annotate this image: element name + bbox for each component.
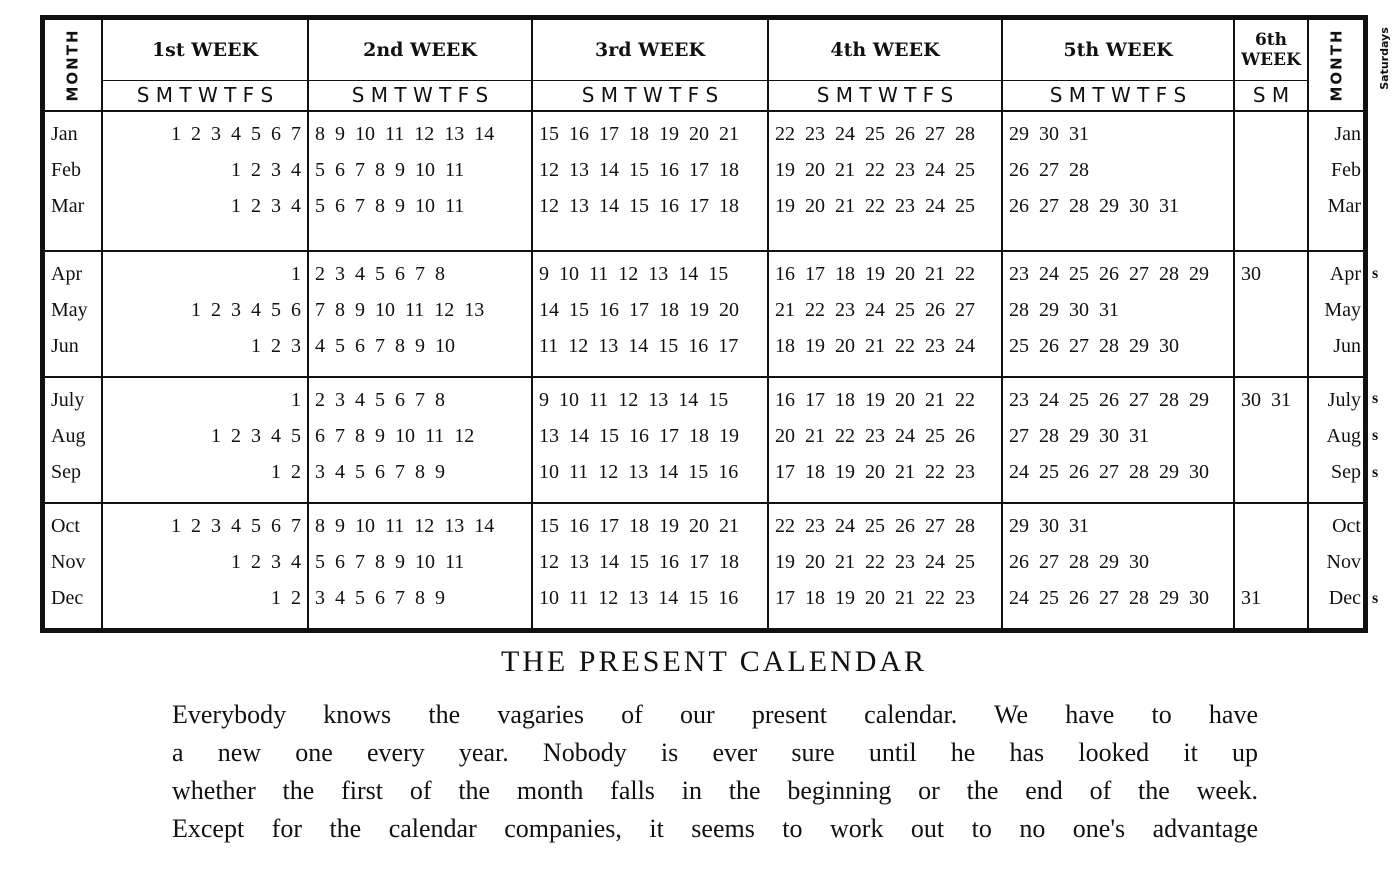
day-letters-week-2: S M T W T F S — [351, 83, 489, 107]
week-cell: 12 13 14 15 16 17 18 — [539, 195, 739, 217]
divider — [45, 376, 1363, 378]
calendar-table — [40, 15, 1368, 633]
week-cell: 19 20 21 22 23 24 25 — [775, 159, 975, 181]
week-cell: 4 5 6 7 8 9 10 — [315, 335, 455, 357]
week-cell: 13 14 15 16 17 18 19 — [539, 425, 739, 447]
paragraph-line: whether the first of the month falls in the beginning or the end of the week. — [172, 776, 1258, 805]
day-letters-week-3: S M T W T F S — [581, 83, 719, 107]
month-label-right: Jun — [1333, 335, 1361, 357]
week-cell: 1 2 3 4 5 6 7 — [171, 515, 301, 537]
week-cell: 23 24 25 26 27 28 29 — [1009, 263, 1209, 285]
week-cell: 21 22 23 24 25 26 27 — [775, 299, 975, 321]
week-cell: 23 24 25 26 27 28 29 — [1009, 389, 1209, 411]
week-cell: 11 12 13 14 15 16 17 — [539, 335, 739, 357]
week-cell: 31 — [1241, 587, 1261, 609]
month-label: Aug — [51, 425, 86, 447]
divider — [45, 502, 1363, 504]
week-cell: 25 26 27 28 29 30 — [1009, 335, 1179, 357]
paragraph-line: Everybody knows the vagaries of our present calendar. We have to have — [172, 700, 1258, 729]
week-header-5: 5th WEEK — [1063, 39, 1173, 61]
side-mark: s — [1372, 590, 1379, 607]
week-cell: 12 13 14 15 16 17 18 — [539, 551, 739, 573]
week-cell: 16 17 18 19 20 21 22 — [775, 263, 975, 285]
week-cell: 1 2 — [271, 587, 301, 609]
week-cell: 30 — [1241, 263, 1261, 285]
week-cell: 14 15 16 17 18 19 20 — [539, 299, 739, 321]
week-cell: 3 4 5 6 7 8 9 — [315, 461, 445, 483]
week-cell: 17 18 19 20 21 22 23 — [775, 461, 975, 483]
month-label-right: Dec — [1328, 587, 1361, 609]
week-cell: 7 8 9 10 11 12 13 — [315, 299, 485, 321]
week-cell: 27 28 29 30 31 — [1009, 425, 1149, 447]
week-cell: 26 27 28 29 30 — [1009, 551, 1149, 573]
week-cell: 15 16 17 18 19 20 21 — [539, 515, 739, 537]
side-mark: s — [1372, 265, 1379, 282]
week-cell: 1 2 3 4 5 — [211, 425, 301, 447]
week-cell — [1241, 508, 1301, 544]
week-cell — [1241, 116, 1301, 152]
week-cell: 19 20 21 22 23 24 25 — [775, 195, 975, 217]
week-cell: 24 25 26 27 28 29 30 — [1009, 461, 1209, 483]
week-header-3: 3rd WEEK — [595, 39, 705, 61]
day-letters-week-1: S M T W T F S — [136, 83, 274, 107]
month-label: Mar — [51, 195, 85, 217]
week-cell: 5 6 7 8 9 10 11 — [315, 551, 465, 573]
month-label: July — [51, 389, 85, 411]
week-cell: 29 30 31 — [1009, 515, 1089, 537]
week-cell: 10 11 12 13 14 15 16 — [539, 461, 739, 483]
month-label-right: May — [1324, 299, 1361, 321]
week-header-2: 2nd WEEK — [363, 39, 477, 61]
week-cell — [1241, 544, 1301, 580]
month-label: Feb — [51, 159, 81, 181]
week-cell: 1 2 3 — [251, 335, 301, 357]
week-cell: 22 23 24 25 26 27 28 — [775, 123, 975, 145]
month-label-right: Apr — [1329, 263, 1361, 285]
week-header-6: 6th WEEK — [1241, 30, 1301, 70]
week-cell: 5 6 7 8 9 10 11 — [315, 159, 465, 181]
week-cell: 5 6 7 8 9 10 11 — [315, 195, 465, 217]
week-cell: 29 30 31 — [1009, 123, 1089, 145]
side-mark: s — [1372, 464, 1379, 481]
paragraph-line: Except for the calendar companies, it seems to work out to no one's advantage — [172, 814, 1258, 843]
week-cell: 18 19 20 21 22 23 24 — [775, 335, 975, 357]
week-cell: 17 18 19 20 21 22 23 — [775, 587, 975, 609]
page-title: THE PRESENT CALENDAR — [500, 645, 928, 678]
week-cell: 12 13 14 15 16 17 18 — [539, 159, 739, 181]
week-cell — [1241, 292, 1301, 328]
week-cell: 1 2 — [271, 461, 301, 483]
month-label: Sep — [51, 461, 81, 483]
week-cell: 22 23 24 25 26 27 28 — [775, 515, 975, 537]
day-letters-week-4: S M T W T F S — [816, 83, 954, 107]
side-mark: s — [1372, 427, 1379, 444]
week-header-1: 1st WEEK — [151, 39, 259, 61]
month-label: Nov — [51, 551, 86, 573]
week-cell — [1241, 152, 1301, 188]
month-label-right: Aug — [1326, 425, 1361, 447]
week-cell: 10 11 12 13 14 15 16 — [539, 587, 739, 609]
week-cell: 2 3 4 5 6 7 8 — [315, 389, 445, 411]
week-cell — [1241, 418, 1301, 454]
month-label: Jan — [51, 123, 78, 145]
month-label: Apr — [51, 263, 83, 285]
week-cell: 15 16 17 18 19 20 21 — [539, 123, 739, 145]
month-label: Dec — [51, 587, 84, 609]
week-cell: 9 10 11 12 13 14 15 — [539, 389, 729, 411]
week-cell: 1 2 3 4 5 6 — [191, 299, 301, 321]
week-cell: 3 4 5 6 7 8 9 — [315, 587, 445, 609]
week-cell: 8 9 10 11 12 13 14 — [315, 123, 495, 145]
week-cell: 30 31 — [1241, 389, 1291, 411]
body-paragraph — [172, 696, 1258, 848]
month-label-right: July — [1327, 389, 1361, 411]
month-label-right: Jan — [1334, 123, 1361, 145]
week-cell — [1241, 328, 1301, 364]
month-label-right: Feb — [1331, 159, 1361, 181]
week-cell: 8 9 10 11 12 13 14 — [315, 515, 495, 537]
saturdays-side-label: Saturdays — [1377, 26, 1391, 90]
week-cell: 24 25 26 27 28 29 30 — [1009, 587, 1209, 609]
month-label: May — [51, 299, 88, 321]
week-cell: 1 — [291, 389, 301, 411]
day-letters-week-5: S M T W T F S — [1049, 83, 1187, 107]
month-label-right: Oct — [1332, 515, 1361, 537]
week-cell: 6 7 8 9 10 11 12 — [315, 425, 475, 447]
week-cell: 1 2 3 4 5 6 7 — [171, 123, 301, 145]
week-cell: 9 10 11 12 13 14 15 — [539, 263, 729, 285]
divider — [45, 250, 1363, 252]
week-cell: 1 — [291, 263, 301, 285]
week-cell — [1241, 188, 1301, 224]
paragraph-line: a new one every year. Nobody is ever sure until he has looked it up — [172, 738, 1258, 767]
month-label-right: Sep — [1331, 461, 1361, 483]
week-cell: 26 27 28 29 30 31 — [1009, 195, 1179, 217]
week-cell: 19 20 21 22 23 24 25 — [775, 551, 975, 573]
week-cell: 1 2 3 4 — [231, 195, 301, 217]
week-cell: 16 17 18 19 20 21 22 — [775, 389, 975, 411]
week-cell: 1 2 3 4 — [231, 551, 301, 573]
week-cell: 26 27 28 — [1009, 159, 1089, 181]
week-cell: 28 29 30 31 — [1009, 299, 1119, 321]
week-header-4: 4th WEEK — [830, 39, 940, 61]
month-label: Oct — [51, 515, 80, 537]
month-label-right: Mar — [1327, 195, 1361, 217]
week-cell: 1 2 3 4 — [231, 159, 301, 181]
month-label: Jun — [51, 335, 79, 357]
divider — [45, 110, 1363, 112]
month-label-right: Nov — [1326, 551, 1361, 573]
month-column-header-right: MONTH — [1328, 28, 1346, 102]
week-cell: 20 21 22 23 24 25 26 — [775, 425, 975, 447]
day-letters-week-6: S M — [1252, 83, 1290, 107]
side-mark: s — [1372, 390, 1379, 407]
week-cell: 2 3 4 5 6 7 8 — [315, 263, 445, 285]
month-column-header: MONTH — [64, 28, 82, 102]
week-cell — [1241, 454, 1301, 490]
